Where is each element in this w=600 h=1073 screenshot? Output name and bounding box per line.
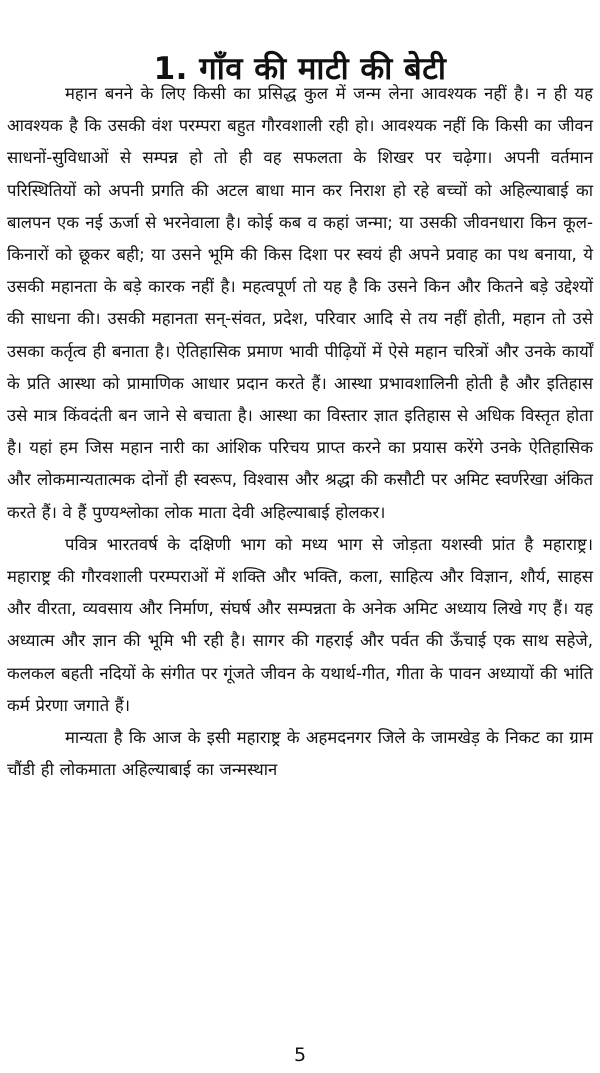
page-number: 5 (293, 1044, 307, 1066)
chapter-title: 1. गाँव की माटी की बेटी (153, 50, 447, 87)
chapter-body (7, 78, 593, 786)
paragraph-intro: महान बनने के लिए किसी का प्रसिद्ध कुल में जन्म लेना आवश्यक नहीं है। न ही यह आवश्यक है कि उसकी वंश परम्परा बहुत गौरवशाली रही हो। आवश्यक नहीं कि किसी का जीवन साधनों-सुविधाओं से सम्पन्न हो तो ही वह सफलता के शिखर पर चढ़ेगा। अपनी वर्तमान परिस्थितियों को अपनी प्रगति की अटल बाधा मान कर निराश हो रहे बच्चों को अहिल्याबाई का बालपन एक नई ऊर्जा से भरनेवाला है। कोई कब व कहां जन्मा; या उसकी जीवनधारा किन कूल-किनारों को छूकर बही; या उसने भूमि की किस दिशा पर स्वयं ही अपने प्रवाह का पथ बनाया, ये उसकी महानता के बड़े कारक नहीं है। महत्वपूर्ण तो यह है कि उसने किन और कितने बड़े उद्देश्यों की साधना की। उसकी महानता सन्-संवत, प्रदेश, परिवार आदि से तय नहीं होती, महान तो उसे उसका कर्तृत्व ही बनाता है। ऐतिहासिक प्रमाण भावी पीढ़ियों में ऐसे महान चरित्रों और उनके कार्यों के प्रति आस्था को प्रामाणिक आधार प्रदान करते हैं। आस्था प्रभावशालिनी होती है और इतिहास उसे मात्र किंवदंती बन जाने से बचाता है। आस्था का विस्तार ज्ञात इतिहास से अधिक विस्तृत होता है। यहां हम जिस महान नारी का आंशिक परिचय प्राप्त करने का प्रयास करेंगे उनके ऐतिहासिक और लोकमान्यतात्मक दोनों ही स्वरूप, विश्वास और श्रद्धा की कसौटी पर अमिट स्वर्णरेखा अंकित करते हैं। वे हैं पुण्यश्लोका लोक माता देवी अहिल्याबाई होलकर। (7, 84, 593, 522)
paragraph-birthplace: मान्यता है कि आज के इसी महाराष्ट्र के अहमदनगर जिले के जामखेड़ के निकट का ग्राम चौंडी ही लोकमाता अहिल्याबाई का जन्मस्थान (7, 728, 593, 780)
paragraph-maharashtra: पवित्र भारतवर्ष के दक्षिणी भाग को मध्य भाग से जोड़ता यशस्वी प्रांत है महाराष्ट्र। महाराष्ट्र की गौरवशाली परम्पराओं में शक्ति और भक्ति, कला, साहित्य और विज्ञान, शौर्य, साहस और वीरता, व्यवसाय और निर्माण, संघर्ष और सम्पन्नता के अनेक अमिट अध्याय लिखे गए हैं। यह अध्यात्म और ज्ञान की भूमि भी रही है। सागर की गहराई और पर्वत की ऊँचाई एक साथ सहेजे, कलकल बहती नदियों के संगीत पर गूंजते जीवन के यथार्थ-गीत, गीता के पावन अध्यायों की भांति कर्म प्रेरणा जगाते हैं। (7, 534, 593, 715)
